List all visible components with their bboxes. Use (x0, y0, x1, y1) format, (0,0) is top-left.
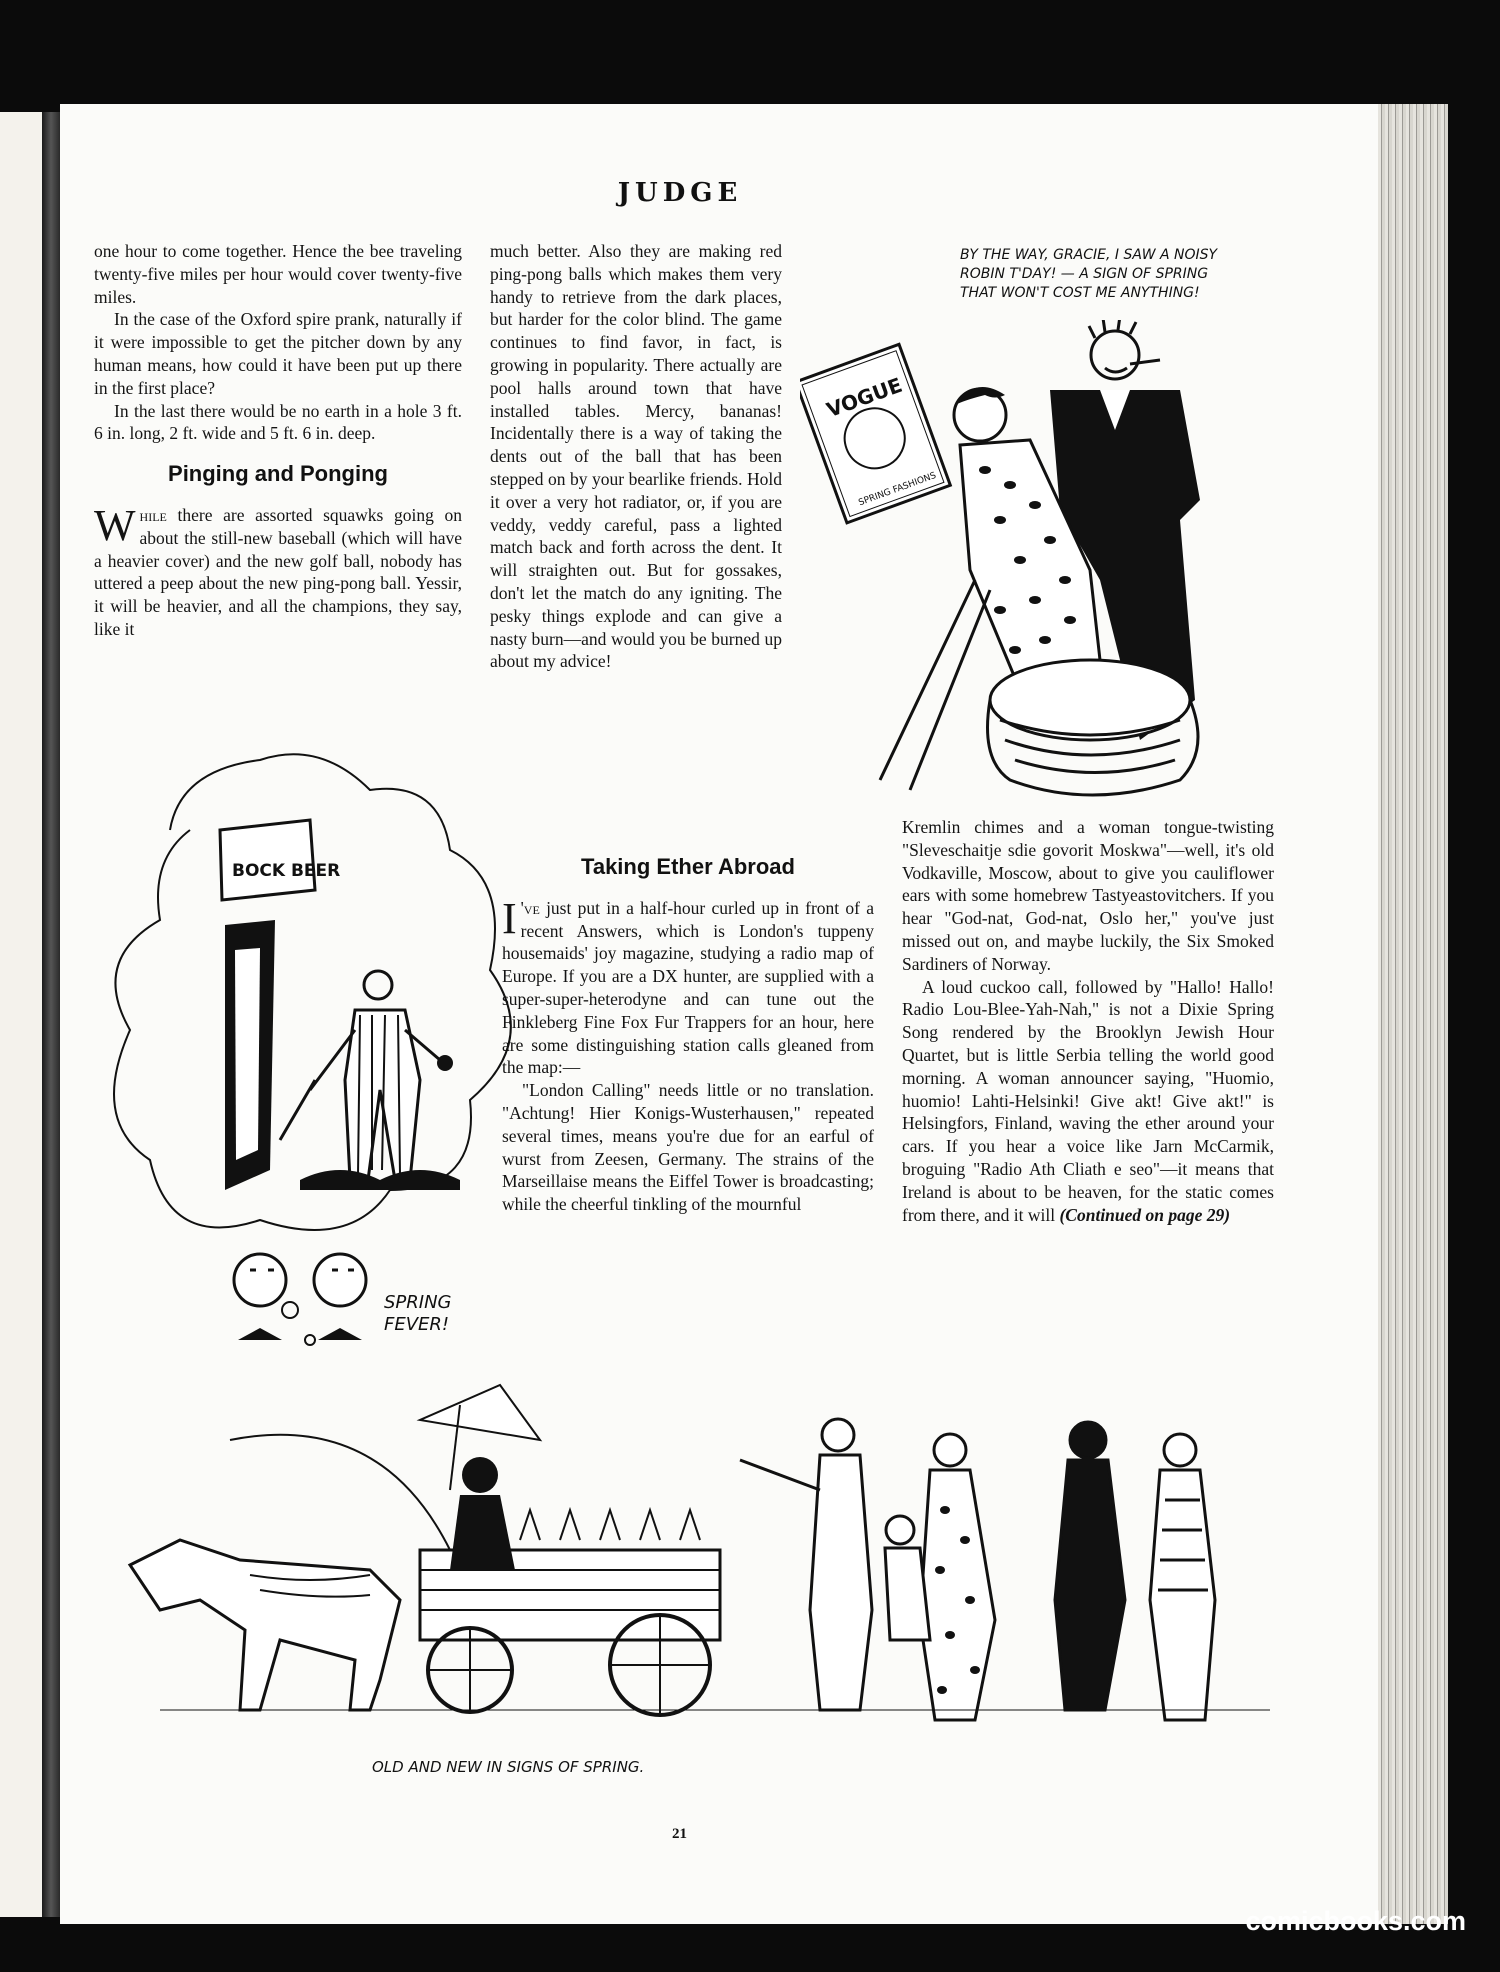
section-heading-pinging: Pinging and Ponging (168, 461, 388, 487)
paragraph: one hour to come together. Hence the bee traveling twenty-five miles per hour would cover twenty-five miles. (94, 241, 462, 307)
drop-cap: W (94, 500, 136, 550)
old-and-new-caption: OLD AND NEW IN SIGNS OF SPRING. (372, 1758, 645, 1776)
book-spine (42, 112, 60, 1917)
continued-note: (Continued on page 29) (1059, 1204, 1231, 1225)
previous-page-edge (0, 112, 46, 1917)
magazine-title: JUDGE (617, 178, 743, 208)
drop-cap: I (502, 893, 517, 943)
bock-beer-sign: BOCK BEER (232, 861, 341, 881)
column-3 (902, 816, 1274, 1226)
page-number: 21 (672, 1826, 687, 1842)
magazine-cover-subtitle: SPRING FASHIONS (857, 470, 938, 509)
section-heading-ether: Taking Ether Abroad (581, 854, 795, 879)
old-and-new-signs-illustration (120, 1380, 1290, 1790)
magazine-cover-title: VOGUE (823, 372, 906, 423)
paragraph: Kremlin chimes and a woman tongue-twisting "Sleveschaitje sdie govorit Moskwa"—well, it's old Vodkaville, Moscow, about to give you cauliflower ears with some homebrew Tastyeastovitchers. If you hear "God-nat, God-nat, Oslo her," you've just missed out on, and maybe luckily, the Six Smoked Sardiners of Norway. (902, 817, 1274, 974)
paragraph: While there are assorted squawks going on about the still-new baseball (which will have a heavier cover) and the new golf ball, nobody has uttered a peep about the new ping-pong ball. Yessir, it will be heavier, and all the champions, they say, like it (94, 500, 462, 639)
site-watermark: comicbooks.com (1245, 1906, 1466, 1936)
paragraph: In the last there would be no earth in a hole 3 ft. 6 in. long, 2 ft. wide and 5 ft. 6 in. deep. (94, 400, 462, 444)
spring-fever-caption: SPRING FEVER! (384, 1292, 452, 1335)
paragraph: much better. Also they are making red ping-pong balls which makes them very handy to retrieve from the dark places, but harder for the color blind. The game continues to find favor, in fact, is growing in popularity. There actually are pool halls around town that have installed tables. Mercy, bananas! Incidentally there is a way of taking the dents out of the ball that has been stepped on by your bearlike friends. Hold it over a very hot radiator, or, if you are veddy, veddy careful, pass a lighted match back and forth across the dent. It will straighten out. But for gossakes, don't let the match do any igniting. The pesky things explode and can give a nasty burn—and would you be burned up about my advice! (490, 241, 782, 672)
column-2-lower (502, 856, 874, 1216)
cartoon-couple-illustration (800, 320, 1270, 800)
spring-fever-illustration (110, 750, 530, 1370)
cartoon-speech-caption: BY THE WAY, GRACIE, I SAW A NOISY ROBIN T'DAY! — A SIGN OF SPRING THAT WON'T COST ME ANYTHING! (960, 247, 1218, 301)
paragraph: "London Calling" needs little or no translation. "Achtung! Hier Konigs-Wusterhausen," repeated several times, means you're due for an earful of wurst from Zeesen, Germany. The strains of the Marseillaise means the Eiffel Tower is broadcasting; while the cheerful tinkling of the mournful (502, 1080, 874, 1215)
column-1 (94, 240, 462, 641)
paragraph: I 've just put in a half-hour curled up in front of a recent Answers, which is London's tuppeny housemaids' joy magazine, studying a radio map of Europe. If you are a DX hunter, are supplied with a super-super-heterodyne and can tune out the Finkleberg Fine Fox Fur Trappers for an hour, here are some distinguishing station calls gleaned from the map:— (502, 893, 874, 1078)
page-stack-edges (1378, 104, 1448, 1924)
paragraph: In the case of the Oxford spire prank, naturally if it were impossible to get the pitcher down by any human means, how could it have been put up there in the first place? (94, 309, 462, 398)
column-2 (490, 240, 782, 673)
paragraph: A loud cuckoo call, followed by "Hallo! Hallo! Radio Lou-Blee-Yah-Nah," is not a Dixie Spring Song rendered by the Brooklyn Jewish Hour Quartet, but is little Serbia telling the world good morning. A woman announcer saying, "Huomio, huomio! Lahti-Helsinki! Give akt! Give akt!" is Helsingfors, Finland, waving the ether around your cars. If you hear a voice like Jarn McCarmik, broguing "Radio Ath Cliath e seo"—it means that Ireland is about to be heaven, for the static comes from there, and it will (Continued on page 29) (902, 976, 1274, 1225)
